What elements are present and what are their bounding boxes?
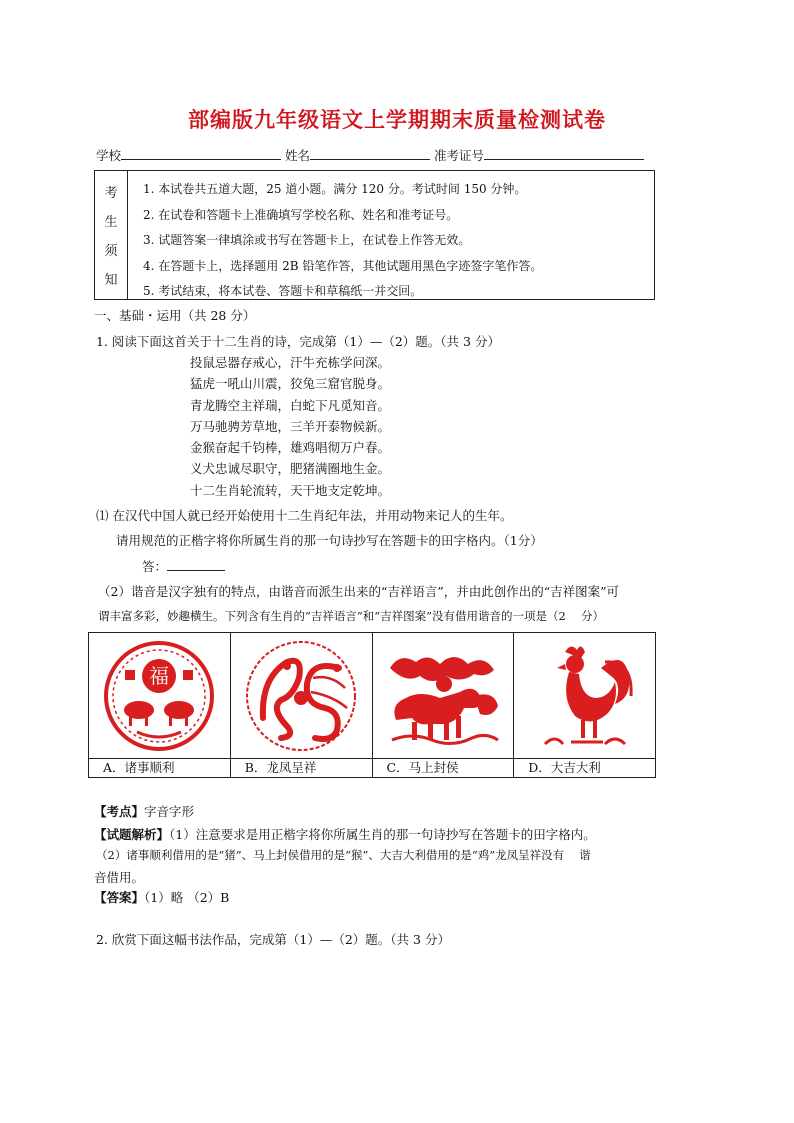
exam-id-blank[interactable]: [484, 147, 644, 160]
school-label: 学校: [96, 148, 122, 163]
answer-blank[interactable]: [167, 559, 225, 571]
sub-question-1-line1: ⑴ 在汉代中国人就已经开始使用十二生肖纪年法，并用动物来记人的生年。: [96, 508, 513, 523]
option-b[interactable]: [231, 633, 373, 777]
poem-line: 义犬忠诚尽职守，肥猪满圈地生金。: [190, 461, 391, 477]
poem-line: 猛虎一吼山川震，狡兔三窟官脱身。: [190, 376, 391, 392]
kaodian-line: 【考点】字音字形: [94, 804, 195, 819]
school-blank[interactable]: [121, 147, 281, 160]
sub-question-1-line2: 请用规范的正楷字将你所属生肖的那一句诗抄写在答题卡的田字格内。（1分）: [116, 533, 543, 548]
notice-item: 2. 在试卷和答题卡上准确填写学校名称、姓名和准考证号。: [143, 207, 459, 222]
papercut-horse-monkey-icon: [382, 644, 504, 748]
section-heading: 一、基础・运用（共 28 分）: [94, 308, 256, 323]
name-blank[interactable]: [310, 147, 430, 160]
option-label: A．诸事顺利: [89, 758, 230, 777]
notice-item: 5. 考试结束，将本试卷、答题卡和草稿纸一并交回。: [143, 284, 423, 298]
svg-text:福: 福: [149, 664, 170, 688]
papercut-pig-fu-icon: [103, 640, 215, 752]
question-2-stem: 2. 欣赏下面这幅书法作品，完成第（1）—（2）题。（共 3 分）: [96, 932, 450, 947]
notice-item: 3. 试题答案一律填涂或书写在答题卡上，在试卷上作答无效。: [143, 233, 471, 247]
options-image-table: [88, 632, 656, 778]
option-label: D．大吉大利: [514, 758, 655, 777]
option-d[interactable]: [514, 633, 655, 777]
page-title: 部编版九年级语文上学期期末质量检测试卷: [188, 108, 606, 132]
sub-question-2-line1: （2）谐音是汉字独有的特点，由谐音而派生出来的“吉祥语言”，并由此创作出的“吉祥图案”可: [98, 584, 620, 599]
poem-line: 投鼠忌器存戒心，汗牛充栋学问深。: [190, 355, 391, 370]
candidate-notice-box: [94, 170, 655, 300]
notice-heading: 考 生 须 知: [95, 171, 128, 299]
option-c[interactable]: [373, 633, 515, 777]
notice-items: [143, 177, 542, 305]
option-a[interactable]: [89, 633, 231, 777]
candidate-info-row: [96, 146, 644, 164]
jiexi-line1: 【试题解析】（1）注意要求是用正楷字将你所属生肖的那一句诗抄写在答题卡的田字格内。: [94, 827, 596, 842]
answer-key-line: 【答案】（1）略 （2）B: [94, 890, 230, 905]
zodiac-poem: [190, 352, 390, 501]
jiexi-line3: 音借用。: [94, 870, 145, 885]
poem-line: 金猴奋起千钧棒，雄鸡唱彻万户春。: [190, 440, 391, 456]
name-label: 姓名: [285, 148, 311, 163]
exam-id-label: 准考证号: [434, 148, 485, 163]
option-label: B．龙凤呈祥: [231, 758, 372, 777]
sub-question-2-line2: 谓丰富多彩，妙趣横生。下列含有生肖的“吉祥语言”和“吉祥图案”没有借用谐音的一项是（2 分）: [98, 609, 604, 623]
option-label: C．马上封侯: [373, 758, 514, 777]
poem-line: 青龙腾空主祥瑞，白蛇下凡觅知音。: [190, 397, 391, 413]
notice-item: 1. 本试卷共五道大题，25 道小题。满分 120 分。考试时间 150 分钟。: [143, 182, 527, 196]
jiexi-line2: （2）诸事顺利借用的是“猪”、马上封侯借用的是“猴”、大吉大利借用的是“鸡”龙凤呈祥没有 谐: [96, 848, 591, 862]
answer-line: 答：: [142, 557, 225, 575]
notice-item: 4. 在答题卡上，选择题用 2B 铅笔作答，其他试题用黑色字迹签字笔作答。: [143, 258, 543, 273]
question-1-stem: 1. 阅读下面这首关于十二生肖的诗，完成第（1）—（2）题。（共 3 分）: [96, 334, 500, 349]
papercut-rooster-icon: [535, 638, 635, 754]
papercut-dragon-phoenix-icon: [241, 638, 361, 754]
poem-line: 十二生肖轮流转，天干地支定乾坤。: [190, 482, 391, 498]
poem-line: 万马驰骋芳草地，三羊开泰物候新。: [190, 418, 391, 434]
